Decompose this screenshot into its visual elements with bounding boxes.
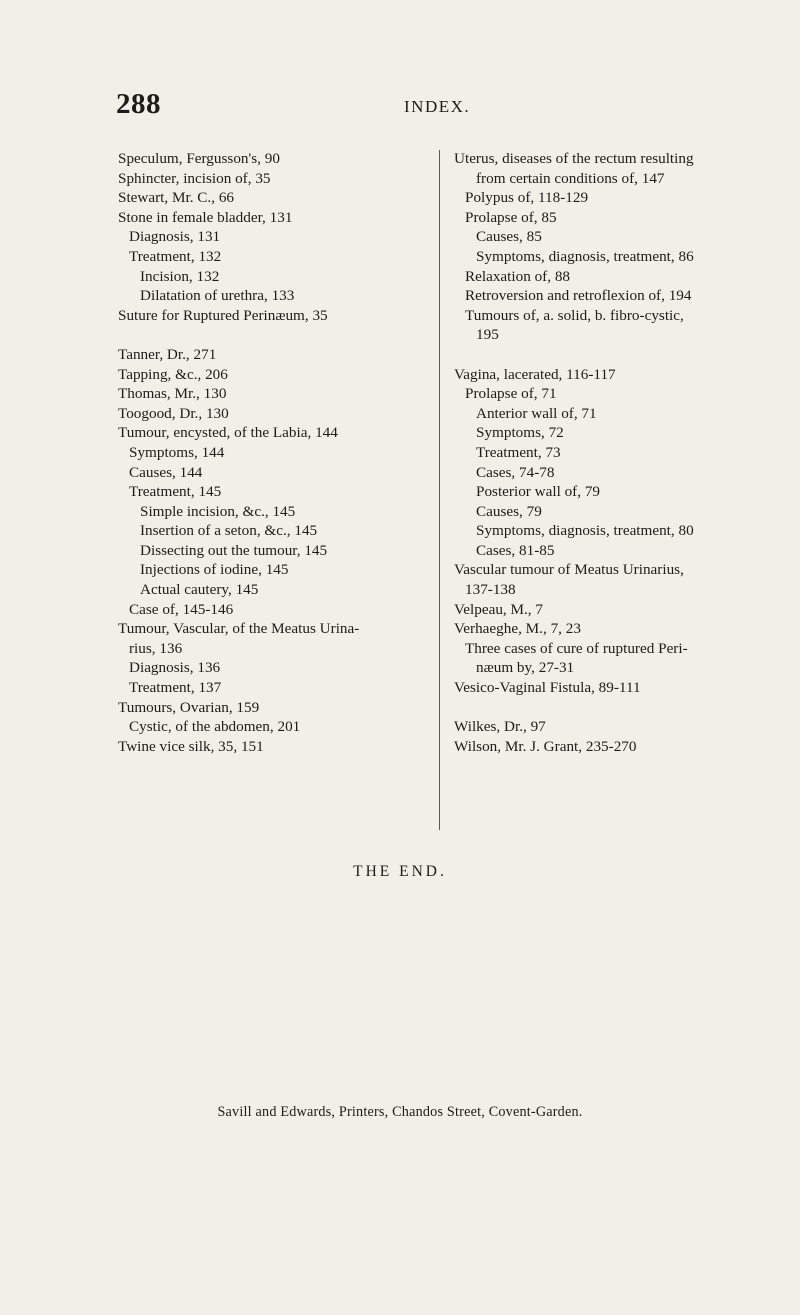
index-entry: Uterus, diseases of the rectum resulting	[454, 150, 694, 167]
index-entry: Treatment, 132	[129, 247, 222, 265]
index-spacer	[454, 698, 784, 718]
index-entry: Treatment, 145	[129, 483, 222, 501]
index-entry: Symptoms, 144	[129, 443, 225, 461]
index-entry: Vascular tumour of Meatus Urinarius,	[454, 561, 684, 579]
index-entry: Suture for Ruptured Perinæum, 35	[118, 306, 328, 324]
index-entry: Twine vice silk, 35, 151	[118, 737, 264, 755]
index-entry: Vesico-Vaginal Fistula, 89-111	[454, 679, 641, 697]
index-entry: Thomas, Mr., 130	[118, 385, 227, 403]
index-entry: rius, 136	[129, 639, 183, 657]
index-entry: Retroversion and retroflexion of, 194	[465, 287, 692, 305]
index-entry: Polypus of, 118-129	[465, 189, 589, 207]
index-entry: næum by, 27-31	[476, 659, 575, 677]
index-entry: Speculum, Fergusson's, 90	[118, 150, 280, 167]
index-entry: Incision, 132	[140, 267, 220, 285]
printer-imprint: Savill and Edwards, Printers, Chandos Street, Covent-Garden.	[217, 1104, 583, 1120]
index-entry: Treatment, 73	[476, 443, 561, 461]
index-entry: Tanner, Dr., 271	[118, 345, 217, 363]
index-entry: Wilkes, Dr., 97	[454, 718, 546, 736]
index-spacer	[454, 345, 784, 365]
index-entry: Diagnosis, 131	[129, 228, 221, 246]
index-column-left	[118, 149, 418, 756]
index-entry: Symptoms, diagnosis, treatment, 80	[476, 522, 694, 540]
index-column-right	[454, 149, 784, 756]
index-entry: Dilatation of urethra, 133	[140, 287, 295, 305]
index-entry: 195	[476, 326, 499, 344]
index-entry: Dissecting out the tumour, 145	[140, 541, 328, 559]
index-entry: Cases, 81-85	[476, 541, 555, 559]
index-entry: Relaxation of, 88	[465, 267, 571, 285]
running-head: INDEX.	[404, 97, 471, 116]
page-number: 288	[116, 88, 161, 120]
index-entry: Symptoms, diagnosis, treatment, 86	[476, 247, 694, 265]
column-divider	[439, 150, 440, 830]
index-entry: Toogood, Dr., 130	[118, 404, 229, 422]
index-entry: Verhaeghe, M., 7, 23	[454, 620, 581, 638]
index-entry: Tumours, Ovarian, 159	[118, 698, 260, 716]
index-entry: Vagina, lacerated, 116-117	[454, 365, 616, 383]
index-entry: Prolapse of, 71	[465, 385, 557, 403]
index-entry: Three cases of cure of ruptured Peri-	[465, 639, 688, 657]
index-entry: Injections of iodine, 145	[140, 561, 289, 579]
index-entry: Prolapse of, 85	[465, 208, 557, 226]
the-end-colophon: THE END.	[353, 863, 447, 880]
index-entry: Sphincter, incision of, 35	[118, 169, 271, 187]
index-entry: Tumour, encysted, of the Labia, 144	[118, 424, 338, 442]
index-entry: Treatment, 137	[129, 679, 222, 697]
index-entry: Cases, 74-78	[476, 463, 555, 481]
index-spacer	[118, 325, 418, 345]
index-entry: Cystic, of the abdomen, 201	[129, 718, 301, 736]
index-entry: Causes, 79	[476, 502, 542, 520]
index-entry: Tapping, &c., 206	[118, 365, 228, 383]
index-entry: Anterior wall of, 71	[476, 404, 597, 422]
index-entry: Causes, 85	[476, 228, 542, 246]
index-entry: Diagnosis, 136	[129, 659, 221, 677]
index-entry: Causes, 144	[129, 463, 203, 481]
index-entry: Stone in female bladder, 131	[118, 208, 293, 226]
index-entry: Tumour, Vascular, of the Meatus Urina-	[118, 620, 360, 638]
index-entry: Simple incision, &c., 145	[140, 502, 296, 520]
index-entry: Case of, 145-146	[129, 600, 234, 618]
index-entry: Insertion of a seton, &c., 145	[140, 522, 318, 540]
index-entry: Symptoms, 72	[476, 424, 564, 442]
index-entry: Stewart, Mr. C., 66	[118, 189, 235, 207]
index-entry: Velpeau, M., 7	[454, 600, 543, 618]
index-entry: Tumours of, a. solid, b. fibro-cystic,	[465, 306, 684, 324]
index-entry: Actual cautery, 145	[140, 581, 259, 599]
index-entry: from certain conditions of, 147	[476, 169, 665, 187]
index-entry: Wilson, Mr. J. Grant, 235-270	[454, 737, 637, 755]
index-entry: 137-138	[465, 581, 516, 599]
index-entry: Posterior wall of, 79	[476, 483, 601, 501]
